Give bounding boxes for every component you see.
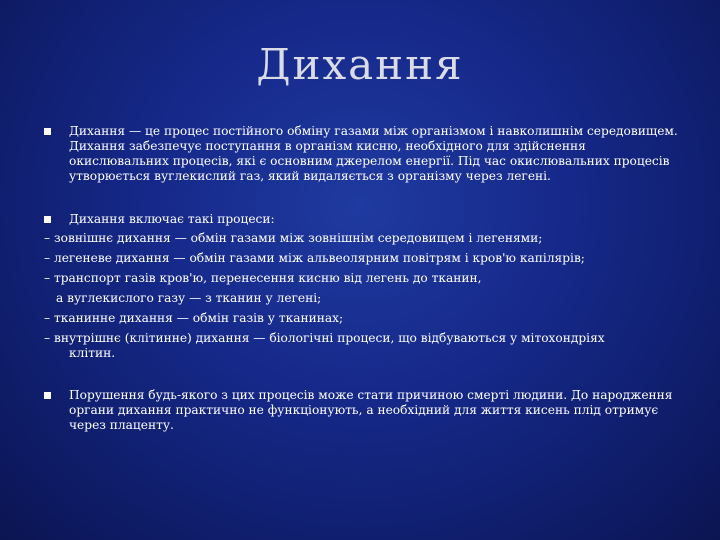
bullet-text-disruption: Порушення будь-якого з цих процесів може стати причиною смерті людини. До народження органи дихання практично не функціонують, а необхідний для життя кисень плід отримує через плаценту. — [69, 388, 673, 432]
process-item-transport-continued: а вуглекислого газу — з тканин у легені; — [56, 291, 322, 305]
process-item-cellular-continued: клітин. — [69, 346, 116, 360]
processes-heading: Дихання включає такі процеси: — [69, 212, 275, 226]
square-bullet-icon — [44, 128, 51, 135]
slide-title: Дихання — [256, 40, 464, 89]
bullet-paragraph-processes — [44, 212, 684, 361]
process-item-tissue: – тканинне дихання — обмін газів у тканинах; — [44, 311, 344, 325]
process-item-transport: – транспорт газів кров'ю, перенесення кисню від легень до тканин, — [44, 271, 482, 285]
bullet-paragraph-definition — [44, 124, 684, 184]
process-item-pulmonary: – легеневе дихання — обмін газами між альвеолярним повітрям і кров'ю капілярів; — [44, 251, 585, 265]
bullet-paragraph-disruption — [44, 388, 684, 433]
slide-content — [44, 124, 684, 433]
processes-heading-row — [44, 212, 684, 227]
bullet-text-definition: Дихання — це процес постійного обміну газами між організмом і навколишнім середовищем. Дихання забезпечує поступання в організм кисню, необхідного для здійснення окислювальних процесів, які є основним джерелом енергії. Під час окислювальних процесів утворюється вуглекислий газ, який видаляється з організму через легені. — [69, 124, 678, 183]
process-item-external: – зовнішнє дихання — обмін газами між зовнішнім середовищем і легенями; — [44, 231, 543, 245]
square-bullet-icon — [44, 216, 51, 223]
process-item-cellular: – внутрішнє (клітинне) дихання — біологічні процеси, що відбуваються у мітохондріях — [44, 331, 605, 345]
square-bullet-icon — [44, 392, 51, 399]
